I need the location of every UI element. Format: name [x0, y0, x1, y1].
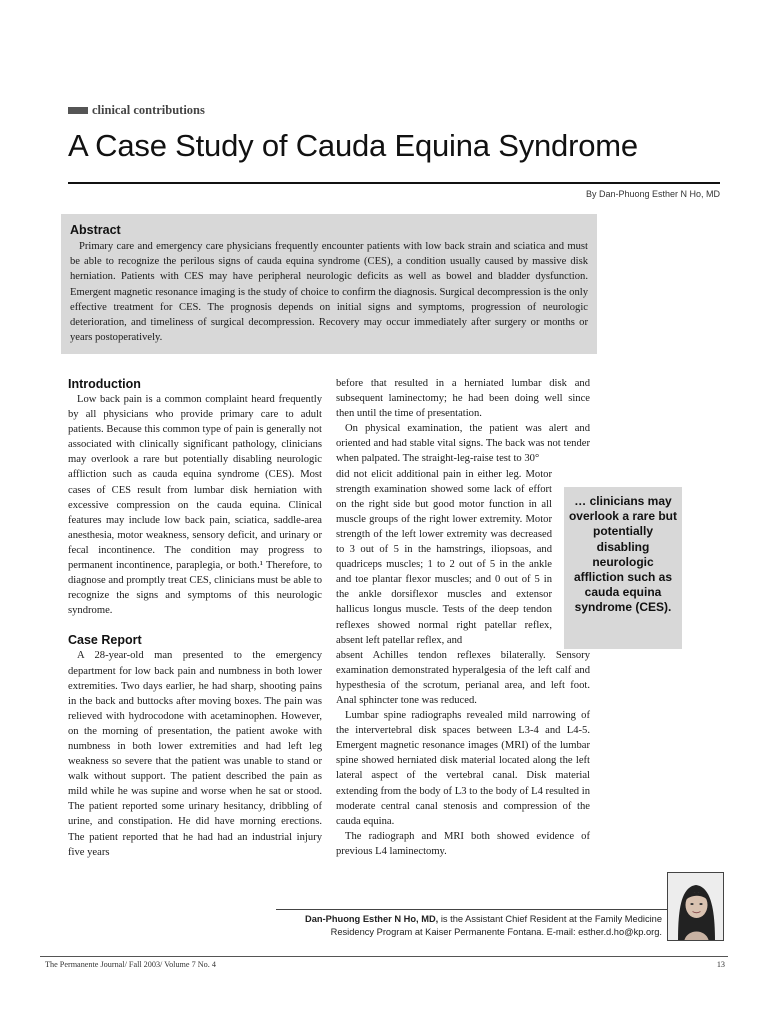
case-report-paragraph-2b: did not elicit additional pain in either leg. Motor strength examination showed some lack of effort on the right side but good motor function in all muscle groups of the right lower extremity. Motor strength of the left lower extremity was decreased to 3 out of 5 in the hamstrings, iliopsoas, and quadriceps muscles; 1 to 2 out of 5 in the ankle and toe plantar flexor muscles; and 0 out of 5 in the ankle dorsiflexor muscles and extensor hallicus longus muscle. Tests of the deep tendon reflexes showed normal right patellar reflex, absent left patellar reflex, and [336, 468, 552, 646]
section-tag [68, 103, 205, 118]
page-number: 13 [716, 960, 725, 969]
introduction-heading: Introduction [68, 377, 141, 391]
introduction-text: Low back pain is a common complaint heard frequently by all physicians who provide primary care to adult patients. Because this common type of pain is generally not associated with clinically significant pathology, clinicians may overlook a rare but potentially disabling neurologic affliction such as cauda equina syndrome (CES). Most cases of CES result from lumbar disk herniation with excessive compression on the cauda equina. Clinical features may include low back pain, sciatica, saddle-area anesthesia, motor weakness, sensory deficit, and urinary or fecal incontinence. The condition may progress to permanent incontinence, paraplegia, or both.¹ Therefore, to diagnose and promptly treat CES, clinicians must be able to recognize the signs and symptoms of this neurologic syndrome. [68, 394, 322, 617]
article-title: A Case Study of Cauda Equina Syndrome [68, 128, 638, 163]
pull-quote: … clinicians may overlook a rare but potentially disabling neurologic affliction such as cauda equina syndrome (CES). [564, 487, 682, 649]
author-bio-line-1: is the Assistant Chief Resident at the Family Medicine [438, 914, 662, 924]
case-report-paragraph-3: Lumbar spine radiographs revealed mild narrowing of the intervertebral disk spaces between L3-4 and L4-5. Emergent magnetic resonance images (MRI) of the lumbar spine showed herniated disk material located along the left lateral aspect of the vertebral canal. Disk material extending from the body of L3 to the body of L4 resulted in moderate central canal stenosis and compression of the cauda equina. [336, 710, 590, 827]
footer-rule [40, 956, 728, 957]
author-bio-name: Dan-Phuong Esther N Ho, MD, [304, 914, 439, 924]
case-report-paragraph-1-continued: before that resulted in a herniated lumbar disk and subsequent laminectomy; he had been doing well since then until the time of presentation. [336, 378, 590, 420]
abstract-box [61, 214, 597, 354]
byline: By Dan-Phuong Esther N Ho, MD [585, 189, 720, 199]
author-photo [667, 872, 724, 941]
footer-journal-info: The Permanente Journal/ Fall 2003/ Volume 7 No. 4 [45, 960, 216, 969]
author-portrait-icon [668, 873, 724, 941]
title-rule [68, 182, 720, 184]
case-report-paragraph-2c: absent Achilles tendon reflexes bilaterally. Sensory examination demonstrated hyperalgesia of the left calf and hypesthesia of the scrotum, perianal area, and left foot. Anal sphincter tone was reduced. [336, 649, 590, 706]
case-report-paragraph-2a: On physical examination, the patient was alert and oriented and had stable vital signs. The back was not tender when palpated. The straight-leg-raise test to 30° [336, 423, 590, 465]
right-column [336, 376, 590, 859]
left-column [68, 376, 322, 860]
abstract-heading: Abstract [70, 223, 121, 237]
case-report-paragraph-4: The radiograph and MRI both showed evidence of previous L4 laminectomy. [336, 830, 590, 857]
author-bio-line-2: Residency Program at Kaiser Permanente Fontana. E-mail: esther.d.ho@kp.org. [330, 926, 662, 937]
author-bio [270, 913, 662, 938]
bio-rule [276, 909, 720, 910]
case-report-heading: Case Report [68, 633, 142, 648]
case-report-paragraph-1: A 28-year-old man presented to the emergency department for low back pain and numbness in both lower extremities. Two days earlier, he had sharp, shooting pains in the back and buttocks after moving boxes. The pain was relieved with hydrocodone with acetaminophen. However, on the morning of presentation, the patient awoke with numbness in both lower extremities and had left leg weakness so severe that the patient was unable to stand or walk without support. The patient described the pain as mild while he was supine and worse when he sat or stood. The patient reported some urinary hesitancy, dribbling of urine, and constipation. He did have morning erections. The patient reported that he had had an industrial injury five years [68, 650, 322, 858]
abstract-text: Primary care and emergency care physicians frequently encounter patients with low back strain and sciatica and must be able to recognize the perilous signs of cauda equina syndrome (CES), a condition usually caused by massive disk herniation. Patients with CES may have peripheral neurologic deficits as well as bowel and bladder dysfunction. Emergent magnetic resonance imaging is the study of choice to confirm the diagnosis. Surgical decompression is the only effective treatment for CES. The prognosis depends on initial signs and symptoms, progression of neurologic deterioration, and timeliness of surgical decompression. Recovery may occur immediately after surgery or months or years postoperatively. [70, 241, 588, 344]
section-tag-label: clinical contributions [92, 103, 205, 117]
section-tag-bar [68, 107, 88, 114]
